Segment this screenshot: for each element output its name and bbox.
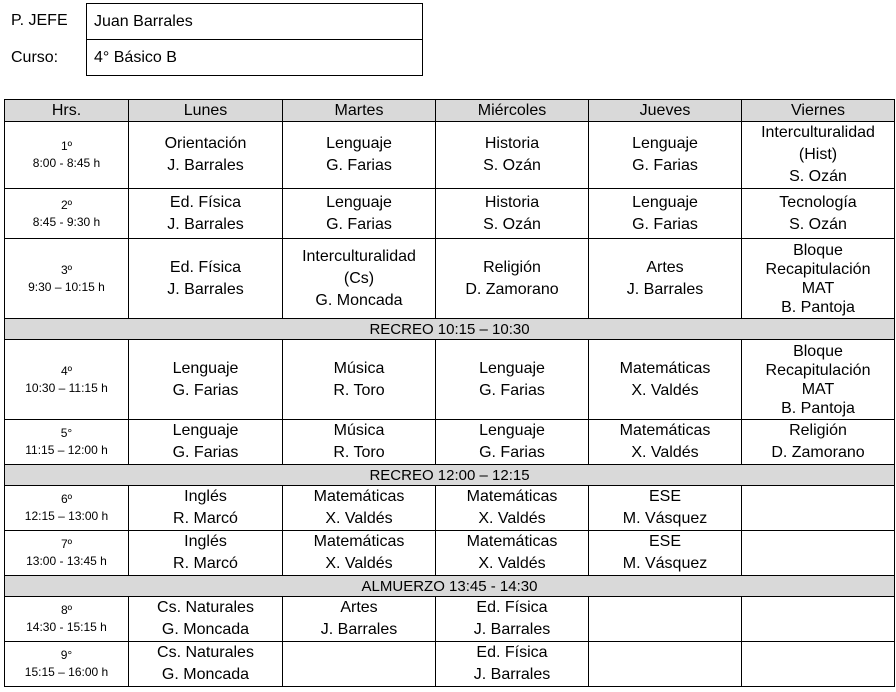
header-info-table (86, 3, 423, 76)
jefe-value: Juan Barrales (87, 4, 423, 40)
subject-name: Historia (484, 135, 540, 152)
subject-name: Tecnología (779, 193, 857, 211)
subject-name: Recapitulación (765, 361, 871, 379)
subject-name: Ed. Física (169, 258, 242, 276)
period-cell (5, 189, 129, 239)
subject-name: Lenguaje (172, 422, 239, 439)
subject-name: Cs. Naturales (157, 644, 254, 661)
teacher-name: G. Moncada (161, 621, 250, 638)
period-time: 15:15 – 16:00 h (24, 665, 109, 679)
schedule-header-row (5, 100, 895, 122)
teacher-name: S. Ozán (483, 215, 541, 233)
period-number: 9° (60, 648, 73, 662)
teacher-name: G. Farias (326, 215, 392, 233)
teacher-name: G. Farias (172, 381, 239, 399)
col-header-hrs: Hrs. (5, 100, 129, 122)
class-cell (589, 189, 742, 239)
teacher-name: M. Vásquez (622, 510, 708, 527)
class-cell (589, 642, 742, 687)
schedule-row (5, 420, 895, 465)
subject-name: Matemáticas (619, 422, 711, 439)
class-cell (742, 597, 895, 642)
teacher-name: G. Farias (479, 381, 545, 399)
class-cell (589, 340, 742, 420)
break-row (5, 319, 895, 340)
schedule-row (5, 642, 895, 687)
subject-name: Matemáticas (466, 533, 558, 550)
class-cell (129, 642, 283, 687)
subject-name: Inglés (184, 533, 227, 550)
class-cell (742, 642, 895, 687)
class-cell (436, 642, 589, 687)
period-time: 8:45 - 9:30 h (32, 214, 101, 229)
teacher-name: R. Toro (333, 444, 385, 461)
period-cell (5, 420, 129, 465)
class-cell (589, 597, 742, 642)
teacher-name: S. Ozán (483, 157, 541, 174)
teacher-name: R. Marcó (173, 555, 238, 572)
period-time: 11:15 – 12:00 h (25, 443, 108, 457)
subject-name: Lenguaje (326, 193, 392, 211)
period-time: 10:30 – 11:15 h (25, 380, 108, 395)
period-number: 1º (60, 139, 73, 153)
subject-name: Cs. Naturales (157, 599, 254, 616)
class-cell (129, 122, 283, 189)
period-time: 8:00 - 8:45 h (32, 156, 101, 170)
period-number: 3º (60, 262, 73, 277)
subject-name: Interculturalidad (302, 247, 416, 265)
class-cell (589, 486, 742, 531)
class-cell (436, 189, 589, 239)
subject-name: Inglés (184, 488, 227, 505)
period-cell (5, 486, 129, 531)
teacher-name: G. Moncada (161, 666, 250, 683)
subject-name: MAT (801, 380, 835, 398)
subject-name: Artes (340, 599, 378, 616)
teacher-name: M. Vásquez (622, 555, 708, 572)
subject-name: Historia (484, 193, 540, 211)
class-cell (436, 486, 589, 531)
col-header-jueves: Jueves (589, 100, 742, 122)
teacher-name: X. Valdés (478, 510, 546, 527)
subject-name: Lenguaje (632, 135, 698, 152)
class-cell (589, 239, 742, 319)
class-cell (742, 531, 895, 576)
subject-name: Lenguaje (479, 422, 545, 439)
subject-name: Ed. Física (169, 193, 242, 211)
class-cell (742, 189, 895, 239)
subject-name: Artes (646, 258, 684, 276)
curso-label: Curso: (11, 49, 59, 66)
class-cell (742, 239, 895, 319)
period-time: 12:15 – 13:00 h (24, 509, 109, 523)
class-cell (283, 189, 436, 239)
teacher-name: S. Ozán (789, 215, 847, 233)
subject-name: Ed. Física (476, 644, 548, 661)
class-cell (436, 340, 589, 420)
class-cell (742, 420, 895, 465)
teacher-name: G. Farias (172, 444, 239, 461)
class-cell (283, 239, 436, 319)
period-number: 2º (60, 197, 73, 212)
class-cell (589, 420, 742, 465)
class-cell (129, 486, 283, 531)
period-cell (5, 239, 129, 319)
teacher-name: X. Valdés (325, 510, 393, 527)
subject-name: MAT (801, 279, 835, 297)
period-time: 9:30 – 10:15 h (28, 279, 105, 294)
period-cell (5, 122, 129, 189)
break-row (5, 465, 895, 486)
subject-name: Matemáticas (313, 533, 405, 550)
col-header-lunes: Lunes (129, 100, 283, 122)
teacher-name: G. Farias (632, 157, 698, 174)
teacher-name: J. Barrales (167, 215, 244, 233)
subject-name: Matemáticas (313, 488, 405, 505)
class-cell (283, 531, 436, 576)
subject-name: Religión (789, 422, 847, 439)
teacher-name: X. Valdés (478, 555, 546, 572)
teacher-name: J. Barrales (167, 280, 244, 298)
class-cell (283, 486, 436, 531)
break-label: RECREO 10:15 – 10:30 (5, 319, 895, 340)
teacher-name: R. Toro (333, 381, 385, 399)
col-header-martes: Martes (283, 100, 436, 122)
class-cell (742, 486, 895, 531)
break-row (5, 576, 895, 597)
curso-value: 4° Básico B (87, 40, 423, 76)
schedule-row (5, 239, 895, 319)
teacher-name: J. Barrales (473, 666, 551, 683)
period-time: 14:30 - 15:15 h (26, 620, 107, 634)
period-number: 8º (60, 603, 73, 617)
teacher-name: B. Pantoja (781, 399, 855, 417)
schedule-row (5, 340, 895, 420)
subject-name: ESE (648, 533, 681, 550)
teacher-name: X. Valdés (631, 381, 699, 399)
class-cell (436, 531, 589, 576)
schedule-row (5, 597, 895, 642)
break-label: RECREO 12:00 – 12:15 (5, 465, 895, 486)
subject-name: Recapitulación (765, 260, 871, 278)
teacher-name: J. Barrales (167, 157, 244, 174)
subject-name: Lenguaje (479, 359, 545, 377)
class-cell (283, 340, 436, 420)
period-cell (5, 531, 129, 576)
subject-name: Orientación (164, 135, 247, 152)
class-cell (589, 531, 742, 576)
class-cell (283, 420, 436, 465)
jefe-label: P. JEFE (11, 12, 68, 29)
period-number: 6º (60, 492, 73, 506)
col-header-viernes: Viernes (742, 100, 895, 122)
class-cell (436, 420, 589, 465)
period-number: 5° (60, 426, 73, 440)
class-cell (742, 122, 895, 189)
period-number: 7º (60, 537, 73, 551)
subject-name: Música (333, 359, 385, 377)
period-cell (5, 597, 129, 642)
subject-name: (Hist) (798, 146, 838, 163)
class-cell (129, 597, 283, 642)
teacher-name: B. Pantoja (781, 298, 855, 316)
class-cell (436, 239, 589, 319)
teacher-name: J. Barrales (320, 621, 398, 638)
subject-name: Matemáticas (466, 488, 558, 505)
teacher-name: D. Zamorano (771, 444, 865, 461)
schedule-row (5, 122, 895, 189)
subject-name: Lenguaje (326, 135, 392, 152)
period-cell (5, 642, 129, 687)
subject-name: ESE (648, 488, 681, 505)
teacher-name: X. Valdés (631, 444, 699, 461)
subject-name: Ed. Física (476, 599, 548, 616)
class-cell (129, 531, 283, 576)
subject-name: Lenguaje (632, 193, 698, 211)
schedule-row (5, 189, 895, 239)
subject-name: Bloque (793, 342, 843, 360)
class-cell (436, 597, 589, 642)
teacher-name: J. Barrales (473, 621, 551, 638)
subject-name: Bloque (793, 241, 843, 259)
teacher-name: J. Barrales (626, 280, 704, 298)
class-cell (129, 420, 283, 465)
schedule-table (4, 99, 895, 687)
class-cell (129, 239, 283, 319)
class-cell (742, 340, 895, 420)
class-cell (283, 122, 436, 189)
subject-name: Lenguaje (172, 359, 239, 377)
teacher-name: R. Marcó (173, 510, 238, 527)
col-header-miercoles: Miércoles (436, 100, 589, 122)
teacher-name: G. Farias (326, 157, 392, 174)
teacher-name: S. Ozán (789, 168, 847, 185)
class-cell (589, 122, 742, 189)
period-number: 4º (60, 363, 73, 378)
schedule-row (5, 531, 895, 576)
class-cell (129, 340, 283, 420)
subject-name: Religión (483, 258, 541, 276)
subject-name: Interculturalidad (761, 124, 875, 141)
subject-name: Música (333, 422, 385, 439)
teacher-name: X. Valdés (325, 555, 393, 572)
teacher-name: D. Zamorano (465, 280, 559, 298)
subject-name: Matemáticas (619, 359, 711, 377)
subject-name: (Cs) (343, 269, 375, 287)
class-cell (283, 642, 436, 687)
break-label: ALMUERZO 13:45 - 14:30 (5, 576, 895, 597)
class-cell (129, 189, 283, 239)
teacher-name: G. Farias (632, 215, 698, 233)
teacher-name: G. Farias (479, 444, 545, 461)
period-cell (5, 340, 129, 420)
class-cell (283, 597, 436, 642)
schedule-row (5, 486, 895, 531)
teacher-name: G. Moncada (315, 291, 403, 309)
class-cell (436, 122, 589, 189)
period-time: 13:00 - 13:45 h (26, 554, 107, 568)
